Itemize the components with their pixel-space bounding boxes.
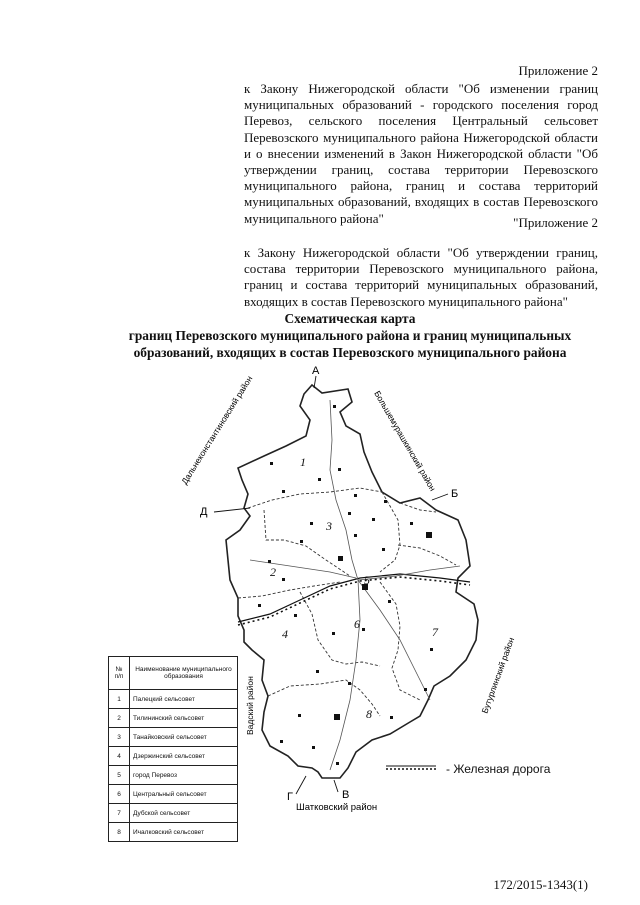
neighbor-dalnekonstantinovsky: Дальнеконстантиновский район — [179, 373, 255, 487]
legend-row-name: Танайковский сельсовет — [130, 728, 238, 747]
legend-row — [109, 823, 238, 842]
zone-label-8: 8 — [366, 707, 372, 721]
neighbor-shatkovsky-label: Шатковский район — [296, 802, 378, 813]
map-title — [60, 310, 640, 361]
marker-v: В — [342, 789, 350, 801]
legend-header-num: № п/п — [109, 657, 130, 690]
legend-row — [109, 728, 238, 747]
district-map — [0, 355, 640, 830]
legend-row-name: Дзержинский сельсовет — [130, 747, 238, 766]
legend-row-num: 5 — [109, 766, 130, 785]
legend-row-num: 1 — [109, 690, 130, 709]
marker-b: Б — [451, 488, 459, 500]
legend-row-name: Дубской сельсовет — [130, 804, 238, 823]
map-title-line-2: границ Перевозского муниципального района и границ муниципальных — [128, 328, 572, 343]
legend-row — [109, 804, 238, 823]
legend-row-name: Ичалковский сельсовет — [130, 823, 238, 842]
marker-g: Г — [287, 791, 293, 803]
railway-legend-label: - Железная дорога — [446, 762, 551, 776]
map-title-line-1: Схематическая карта — [284, 311, 416, 326]
legend-row-num: 8 — [109, 823, 130, 842]
legend-row — [109, 766, 238, 785]
marker-a: А — [312, 365, 320, 377]
railway-legend-symbol — [386, 766, 436, 769]
legend-row — [109, 709, 238, 728]
legend-row-num: 2 — [109, 709, 130, 728]
zone-label-3: 3 — [326, 519, 332, 533]
legend-row-name: город Перевоз — [130, 766, 238, 785]
neighbor-vadsky: Вадский район — [245, 676, 255, 735]
legend-row — [109, 785, 238, 804]
legend-header-row — [109, 657, 238, 690]
neighbor-bolshemurashkinsky: Большемурашкинский район — [372, 389, 438, 493]
legend-row-num: 4 — [109, 747, 130, 766]
legend-row-num: 6 — [109, 785, 130, 804]
zone-label-4: 4 — [282, 627, 288, 641]
document-number: 172/2015-1343(1) — [493, 877, 588, 892]
zone-label-1: 1 — [300, 455, 306, 469]
appendix-body — [244, 81, 598, 227]
legend-header-name: Наименование муниципального образования — [130, 657, 238, 690]
neighbor-buturlinsky: Бутурлинский район — [479, 636, 517, 715]
zone-label-6: 6 — [354, 617, 360, 631]
legend-row — [109, 747, 238, 766]
legend-table — [108, 656, 238, 842]
legend-row-name: Тилининский сельсовет — [130, 709, 238, 728]
zone-label-2: 2 — [270, 565, 276, 579]
appendix-body-2-text: к Закону Нижегородской области "Об утверждении границ, состава территории Перевозского муниципального района, границ и состава территорий муниципальных образований, входящих в состав Перевозского муниципального района" — [244, 245, 598, 309]
appendix-body-text: к Закону Нижегородской области "Об изменении границ муниципальных образований - городского поселения город Перевоз, сельского поселения Центральный сельсовет Перевозского муниципального района Нижегородской области и о внесении изменений в Закон Нижегородской области "Об утверждении границ, состава территории Перевозского муниципального района, границ и состава территорий муниципальных образований, входящих в состав Перевозского муниципального района" — [244, 81, 598, 226]
neighbor-shatkovsky — [296, 802, 377, 813]
legend-row-name: Центральный сельсовет — [130, 785, 238, 804]
zone-label-7: 7 — [432, 625, 438, 639]
map-title-line-3: образований, входящих в состав Перевозского муниципального района — [133, 345, 567, 360]
appendix-label: Приложение 2 — [518, 63, 598, 78]
appendix-label-2: "Приложение 2 — [513, 215, 598, 230]
legend-row — [109, 690, 238, 709]
legend-row-num: 7 — [109, 804, 130, 823]
marker-d: Д — [200, 506, 208, 518]
legend-row-num: 3 — [109, 728, 130, 747]
roads — [250, 400, 460, 770]
legend-row-name: Палецкий сельсовет — [130, 690, 238, 709]
inner-borders — [238, 488, 459, 716]
zone-label-5: 5 — [364, 573, 370, 587]
